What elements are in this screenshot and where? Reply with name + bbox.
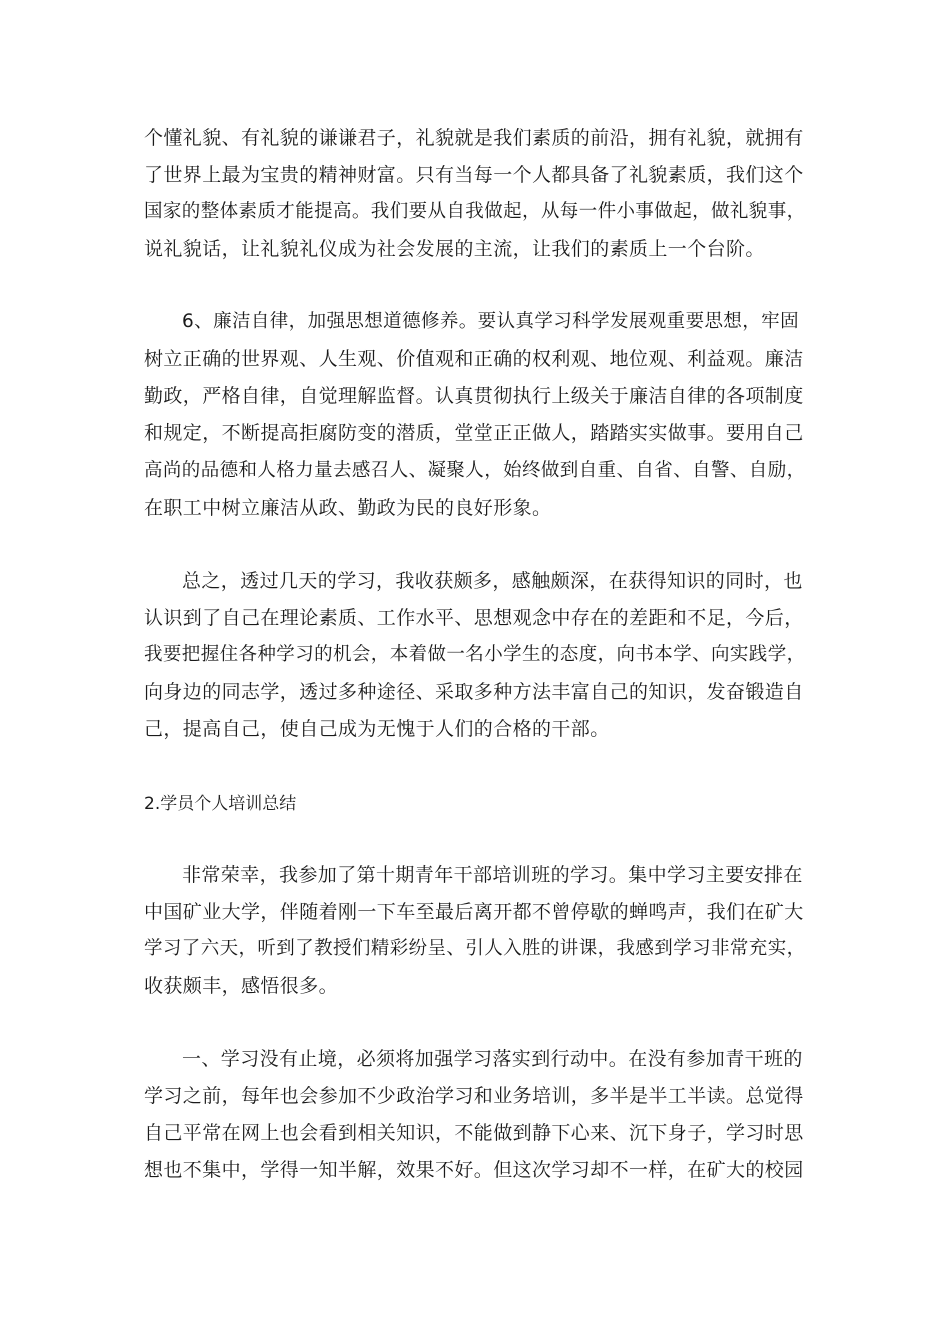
- paragraph-line: 个懂礼貌、有礼貌的谦谦君子，礼貌就是我们素质的前沿，拥有礼貌，就拥有: [144, 127, 804, 149]
- paragraph-line: 自己平常在网上也会看到相关知识，不能做到静下心来、沉下身子，学习时思: [144, 1122, 804, 1144]
- paragraph-line: 和规定，不断提高拒腐防变的潜质，堂堂正正做人，踏踏实实做事。要用自己: [144, 422, 804, 444]
- paragraph-line: 高尚的品德和人格力量去感召人、凝聚人，始终做到自重、自省、自警、自励，: [144, 460, 806, 481]
- paragraph-first-line: 6、廉洁自律，加强思想道德修养。要认真学习科学发展观重要思想，牢固: [182, 311, 799, 332]
- paragraph-first-line: 非常荣幸，我参加了第十期青年干部培训班的学习。集中学习主要安排在: [182, 864, 803, 886]
- paragraph-line: 学习了六天，听到了教授们精彩纷呈、引人入胜的讲课，我感到学习非常充实，: [144, 938, 806, 959]
- paragraph-line: 了世界上最为宝贵的精神财富。只有当每一个人都具备了礼貌素质，我们这个: [144, 164, 804, 186]
- paragraph-first-line: 总之，透过几天的学习，我收获颇多，感触颇深，在获得知识的同时，也: [182, 570, 803, 592]
- paragraph-line: 想也不集中，学得一知半解，效果不好。但这次学习却不一样，在矿大的校园: [144, 1159, 804, 1181]
- paragraph-line: 学习之前，每年也会参加不少政治学习和业务培训，多半是半工半读。总觉得: [144, 1085, 804, 1107]
- paragraph-line: 我要把握住各种学习的机会，本着做一名小学生的态度，向书本学、向实践学，: [144, 644, 806, 665]
- paragraph-line: 收获颇丰，感悟很多。: [144, 975, 339, 997]
- paragraph-line: 己，提高自己，使自己成为无愧于人们的合格的干部。: [144, 718, 610, 740]
- paragraph-line: 勤政，严格自律，自觉理解监督。认真贯彻执行上级关于廉洁自律的各项制度: [144, 385, 804, 407]
- paragraph-line: 在职工中树立廉洁从政、勤政为民的良好形象。: [144, 497, 552, 519]
- paragraph-line: 中国矿业大学，伴随着刚一下车至最后离开都不曾停歇的蝉鸣声，我们在矿大: [144, 901, 804, 923]
- paragraph-line: 向身边的同志学，透过多种途径、采取多种方法丰富自己的知识，发奋锻造自: [144, 681, 804, 703]
- section-heading: 2.学员个人培训总结: [144, 794, 297, 814]
- paragraph-first-line: 一、学习没有止境，必须将加强学习落实到行动中。在没有参加青干班的: [182, 1048, 803, 1070]
- paragraph-line: 树立正确的世界观、人生观、价值观和正确的权利观、地位观、利益观。廉洁: [144, 348, 804, 370]
- paragraph-line: 说礼貌话，让礼貌礼仪成为社会发展的主流，让我们的素质上一个台阶。: [144, 238, 765, 260]
- paragraph-line: 认识到了自己在理论素质、工作水平、思想观念中存在的差距和不足，今后，: [144, 607, 804, 629]
- paragraph-line: 国家的整体素质才能提高。我们要从自我做起，从每一件小事做起，做礼貌事，: [144, 201, 806, 222]
